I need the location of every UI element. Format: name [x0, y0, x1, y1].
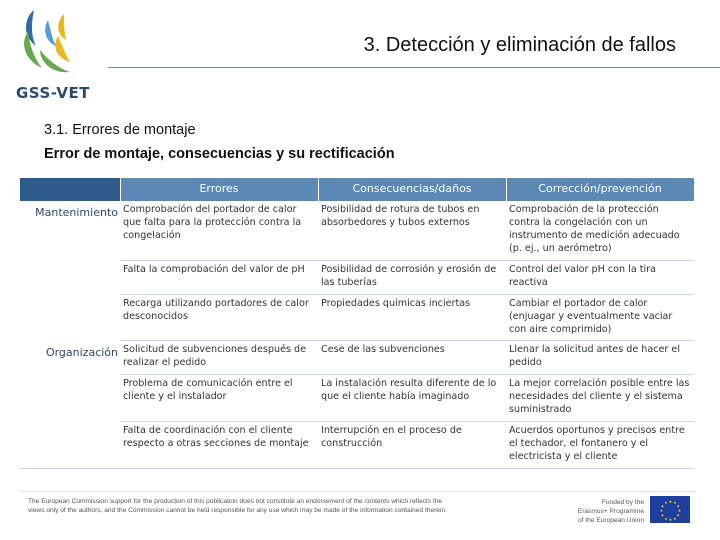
- table-cell: Cese de las subvenciones: [318, 341, 506, 375]
- table-row: [20, 375, 694, 422]
- table-cell: Recarga utilizando portadores de calor desconocidos: [120, 294, 318, 341]
- svg-text:★: ★: [676, 503, 680, 509]
- table-row: [20, 294, 694, 341]
- table-row: [20, 341, 694, 375]
- category-label: Mantenimiento: [35, 206, 118, 219]
- category-empty: [20, 294, 120, 341]
- column-header-consecuencias: Consecuencias/daños: [318, 178, 506, 201]
- table-cell: Interrupción en el proceso de construcción: [318, 422, 506, 469]
- table-cell: Posibilidad de rotura de tubos en absorbedores y tubos externos: [318, 201, 506, 260]
- table-cell: Cambiar el portador de calor (enjuagar y eventualmente vaciar con aire comprimido): [506, 294, 694, 341]
- svg-text:★: ★: [660, 512, 665, 518]
- svg-text:★: ★: [673, 500, 677, 506]
- eu-funding-text: [578, 499, 644, 526]
- table-cell: Problema de comunicación entre el cliente y el instalador: [120, 375, 318, 422]
- table-header-row: [20, 178, 694, 201]
- svg-text:★: ★: [659, 508, 664, 513]
- table-cell: Llenar la solicitud antes de hacer el pedido: [506, 341, 694, 375]
- svg-text:★: ★: [660, 503, 665, 509]
- svg-text:★: ★: [677, 508, 682, 513]
- column-header-errores: Errores: [120, 178, 318, 201]
- logo-text: GSS-VET: [16, 84, 90, 102]
- table-row: [20, 201, 694, 260]
- table-cell: Control del valor pH con la tira reactiva: [506, 260, 694, 294]
- svg-text:★: ★: [668, 517, 673, 522]
- svg-text:★: ★: [673, 515, 677, 521]
- table-cell: La mejor correlación posible entre las necesidades del cliente y el sistema suministrado: [506, 375, 694, 422]
- column-header-correccion: Corrección/prevención: [506, 178, 694, 201]
- table-cell: Posibilidad de corrosión y erosión de las tuberías: [318, 260, 506, 294]
- category-label: Organización: [45, 345, 118, 359]
- svg-text:★: ★: [668, 499, 673, 504]
- table-row: [20, 422, 694, 469]
- section-heading: Error de montaje, consecuencias y su rectificación: [44, 146, 395, 162]
- category-empty: [20, 422, 120, 469]
- eu-funding-badge: [578, 496, 690, 526]
- page-title: 3. Detección y eliminación de fallos: [363, 34, 676, 56]
- eu-flag-icon: [650, 496, 690, 523]
- svg-text:★: ★: [664, 500, 668, 506]
- gss-vet-logo-icon: [14, 6, 104, 102]
- table-cell: Falta de coordinación con el cliente respecto a otras secciones de montaje: [120, 422, 318, 469]
- table-cell: Comprobación de la protección contra la congelación con un instrumento de medición adecuado (p. ej., un aerómetro): [506, 201, 694, 260]
- title-divider: [108, 67, 720, 68]
- funding-line-3: of the European Union: [578, 516, 644, 524]
- table-cell: Comprobación del portador de calor que falta para la protección contra la congelación: [120, 201, 318, 260]
- funding-line-2: Erasmus+ Programme: [577, 507, 644, 515]
- table-cell: Acuerdos oportunos y precisos entre el techador, el fontanero y el electricista y el cliente: [506, 422, 694, 469]
- section-number-title: 3.1. Errores de montaje: [44, 122, 196, 138]
- errors-table: [20, 178, 695, 469]
- footer-divider: [20, 491, 696, 492]
- table-cell: Solicitud de subvenciones después de realizar el pedido: [120, 341, 318, 375]
- svg-text:★: ★: [676, 512, 680, 518]
- table-cell: La instalación resulta diferente de lo que el cliente había imaginado: [318, 375, 506, 422]
- category-empty: [20, 260, 120, 294]
- category-empty: [20, 375, 120, 422]
- table-row: [20, 260, 694, 294]
- svg-text:★: ★: [664, 515, 668, 521]
- table-cell: Falta la comprobación del valor de pH: [120, 260, 318, 294]
- table-cell: Propiedades químicas inciertas: [318, 294, 506, 341]
- funding-line-1: Funded by the: [601, 499, 644, 506]
- column-header-category: [20, 178, 120, 201]
- eu-disclaimer: The European Commission support for the production of this publication does not constitute an endorsement of the contents which reflects the views only of the authors, and the Commission cannot be held responsible for any use which may be made of the information contained therein.: [28, 498, 447, 515]
